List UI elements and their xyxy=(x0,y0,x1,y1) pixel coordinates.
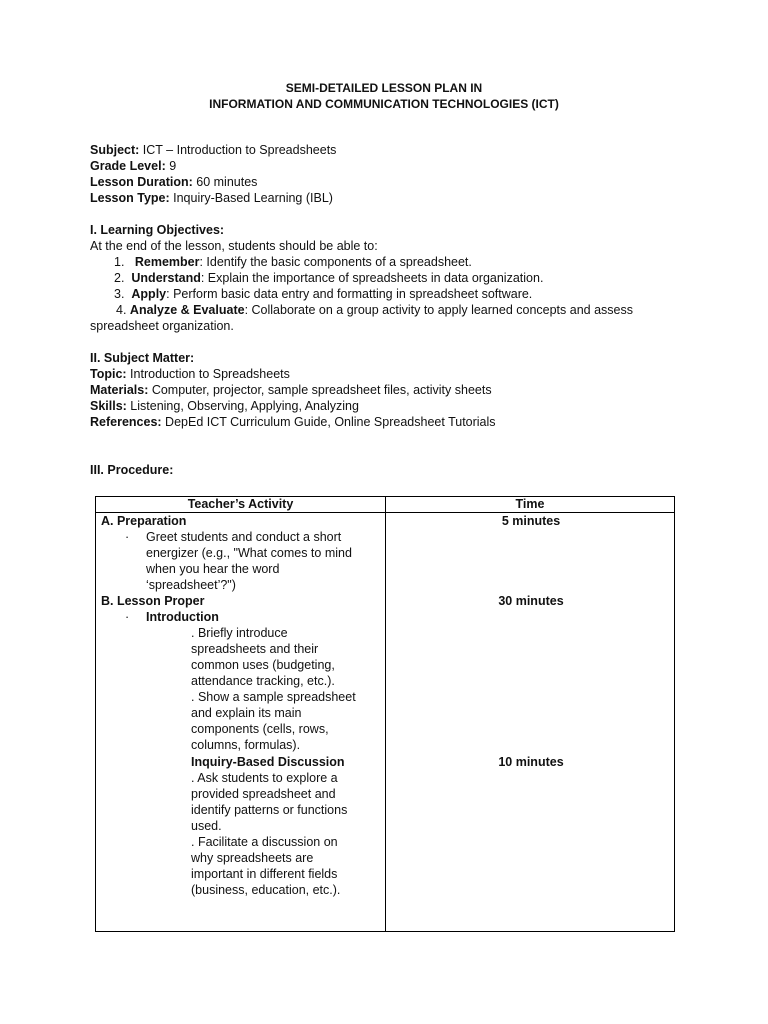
prep-line: when you hear the word xyxy=(146,562,280,576)
intro-line: common uses (budgeting, xyxy=(191,658,335,672)
time-preparation: 5 minutes xyxy=(501,514,561,528)
materials-line: Materials: Computer, projector, sample spreadsheet files, activity sheets xyxy=(90,383,492,397)
procedure-table xyxy=(95,496,675,932)
grade-line xyxy=(90,159,176,173)
subject-matter-heading: II. Subject Matter: xyxy=(90,351,195,365)
time-lesson-proper: 30 minutes xyxy=(498,594,564,608)
duration-value: 60 minutes xyxy=(192,175,258,189)
subject-line xyxy=(90,143,336,157)
prep-line: ‘spreadsheet’?") xyxy=(146,578,236,592)
table-row xyxy=(96,513,675,932)
inquiry-line: . Facilitate a discussion on xyxy=(191,835,338,849)
inquiry-line: (business, education, etc.). xyxy=(191,883,341,897)
intro-line: components (cells, rows, xyxy=(191,722,329,736)
prep-line: energizer (e.g., "What comes to mind xyxy=(146,546,352,560)
column-header-time: Time xyxy=(386,497,675,513)
intro-line: columns, formulas). xyxy=(191,738,301,752)
grade-value: 9 xyxy=(165,159,177,173)
inquiry-line: provided spreadsheet and xyxy=(191,787,336,801)
objectives-heading: I. Learning Objectives: xyxy=(90,223,225,237)
subject-value: ICT – Introduction to Spreadsheets xyxy=(139,143,337,157)
grade-label: Grade Level: xyxy=(90,159,166,173)
prep-line: Greet students and conduct a short xyxy=(146,530,342,544)
intro-line: attendance tracking, etc.). xyxy=(191,674,335,688)
activity-cell xyxy=(96,513,386,932)
table-header-row xyxy=(96,497,675,513)
bullet-icon: · xyxy=(125,610,130,624)
introduction-heading: Introduction xyxy=(146,610,219,624)
preparation-heading: A. Preparation xyxy=(101,514,187,528)
objective-item: 3. Apply: Perform basic data entry and formatting in spreadsheet software. xyxy=(114,287,533,301)
inquiry-line: identify patterns or functions xyxy=(191,803,348,817)
references-line: References: DepEd ICT Curriculum Guide, Online Spreadsheet Tutorials xyxy=(90,415,496,429)
subject-label: Subject: xyxy=(90,143,140,157)
time-inquiry: 10 minutes xyxy=(498,755,564,769)
intro-line: spreadsheets and their xyxy=(191,642,319,656)
duration-label: Lesson Duration: xyxy=(90,175,193,189)
inquiry-line: . Ask students to explore a xyxy=(191,771,338,785)
inquiry-line: important in different fields xyxy=(191,867,338,881)
intro-line: . Briefly introduce xyxy=(191,626,288,640)
skills-line: Skills: Listening, Observing, Applying, Analyzing xyxy=(90,399,359,413)
duration-line xyxy=(90,175,257,189)
inquiry-line: used. xyxy=(191,819,222,833)
bullet-icon: · xyxy=(125,530,130,544)
doc-title-line-1: SEMI-DETAILED LESSON PLAN IN xyxy=(285,81,483,95)
topic-line: Topic: Introduction to Spreadsheets xyxy=(90,367,290,381)
objective-item-continuation: spreadsheet organization. xyxy=(90,319,234,333)
lesson-type-value: Inquiry-Based Learning (IBL) xyxy=(169,191,333,205)
lesson-type-label: Lesson Type: xyxy=(90,191,170,205)
time-cell xyxy=(386,513,675,932)
intro-line: and explain its main xyxy=(191,706,302,720)
inquiry-heading: Inquiry-Based Discussion xyxy=(191,755,345,769)
objective-item: 4. Analyze & Evaluate: Collaborate on a group activity to apply learned concepts and assess xyxy=(116,303,633,317)
inquiry-line: why spreadsheets are xyxy=(191,851,314,865)
lesson-type-line xyxy=(90,191,333,205)
procedure-heading: III. Procedure: xyxy=(90,463,174,477)
doc-title-line-2: INFORMATION AND COMMUNICATION TECHNOLOGIES (ICT) xyxy=(209,97,559,111)
intro-line: . Show a sample spreadsheet xyxy=(191,690,356,704)
column-header-activity: Teacher’s Activity xyxy=(96,497,386,513)
objective-item: 1. Remember: Identify the basic components of a spreadsheet. xyxy=(114,255,472,269)
objective-item: 2. Understand: Explain the importance of spreadsheets in data organization. xyxy=(114,271,544,285)
objectives-intro: At the end of the lesson, students should be able to: xyxy=(90,239,378,253)
lesson-proper-heading: B. Lesson Proper xyxy=(101,594,205,608)
